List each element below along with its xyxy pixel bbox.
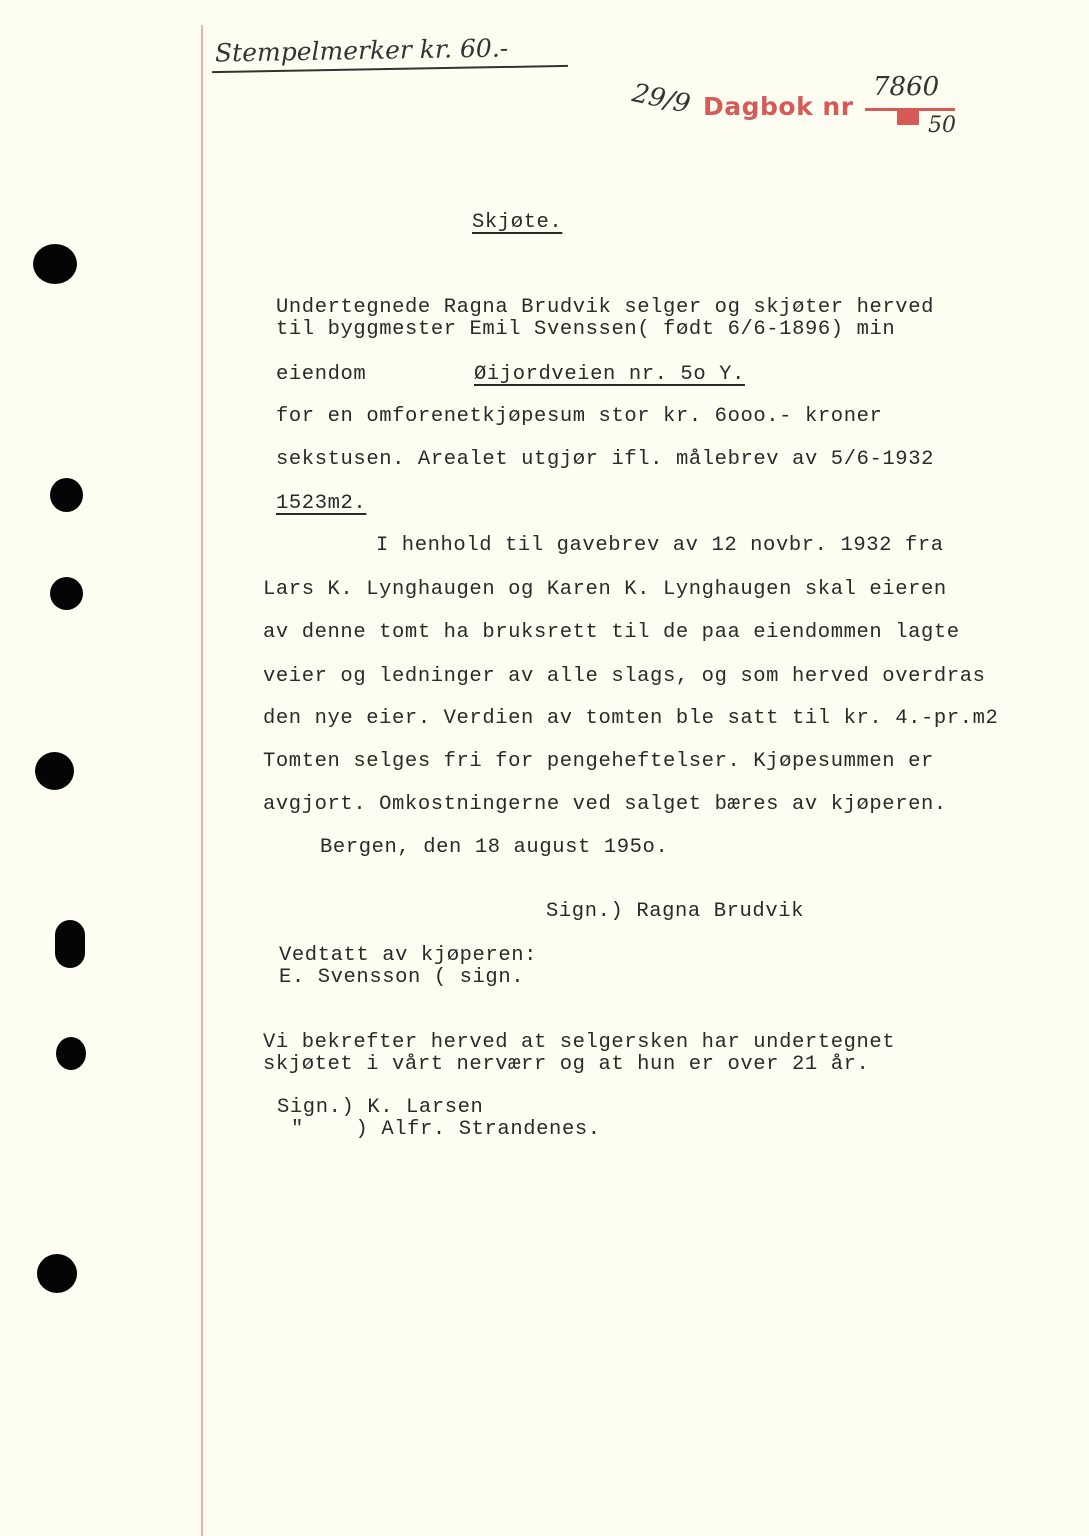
para2-line6: Tomten selges fri for pengeheftelser. Kjøpesummen er <box>263 750 934 773</box>
punch-hole-4 <box>35 752 74 790</box>
stamp-fee-note: Stempelmerker kr. 60.- <box>214 33 509 68</box>
para2-line5: den nye eier. Verdien av tomten ble satt til kr. 4.-pr.m2 <box>263 707 999 730</box>
para1-line3-label: eiendom <box>276 363 367 386</box>
journal-stamp-label: Dagbok nr <box>703 92 854 121</box>
para2-line1: I henhold til gavebrev av 12 novbr. 1932 fra <box>376 534 944 557</box>
property-address: Øijordveien nr. 5o Y. <box>474 363 745 386</box>
journal-date: 29/9 <box>629 78 693 120</box>
punch-hole-3 <box>50 577 83 610</box>
place-date: Bergen, den 18 august 195o. <box>320 836 669 859</box>
journal-stamp-mark <box>897 111 919 125</box>
punch-hole-6 <box>56 1037 86 1070</box>
margin-rule <box>201 25 203 1536</box>
para1-line1: Undertegnede Ragna Brudvik selger og skjøter herved <box>276 296 935 319</box>
journal-number: 7860 <box>873 72 940 102</box>
witness-line1: Vi bekrefter herved at selgersken har undertegnet <box>263 1031 896 1054</box>
para1-line4: for en omforenetkjøpesum stor kr. 6ooo.- kroner <box>276 405 883 428</box>
punch-hole-1 <box>33 244 77 284</box>
accepted-line2: E. Svensson ( sign. <box>279 966 525 989</box>
witness-signature-2: " ) Alfr. Strandenes. <box>291 1118 601 1141</box>
witness-signature-1: Sign.) K. Larsen <box>277 1096 484 1119</box>
para2-line2: Lars K. Lynghaugen og Karen K. Lynghaugen skal eieren <box>263 578 947 601</box>
para1-line5: sekstusen. Arealet utgjør ifl. målebrev av 5/6-1932 <box>276 448 935 471</box>
punch-hole-2 <box>50 478 83 512</box>
para2-line4: veier og ledninger av alle slags, og som herved overdras <box>263 665 986 688</box>
document-title: Skjøte. <box>472 211 563 234</box>
para1-line6-area: 1523m2. <box>276 492 367 515</box>
journal-year: 50 <box>928 113 956 138</box>
para1-line2: til byggmester Emil Svenssen( født 6/6-1896) min <box>276 318 896 341</box>
para2-line3: av denne tomt ha bruksrett til de paa eiendommen lagte <box>263 621 960 644</box>
accepted-line1: Vedtatt av kjøperen: <box>279 944 538 967</box>
punch-hole-5 <box>55 920 85 968</box>
witness-line2: skjøtet i vårt nerværr og at hun er over 21 år. <box>263 1053 870 1076</box>
punch-hole-7 <box>37 1254 77 1293</box>
seller-signature: Sign.) Ragna Brudvik <box>546 900 805 923</box>
para2-line7: avgjort. Omkostningerne ved salget bæres av kjøperen. <box>263 793 947 816</box>
